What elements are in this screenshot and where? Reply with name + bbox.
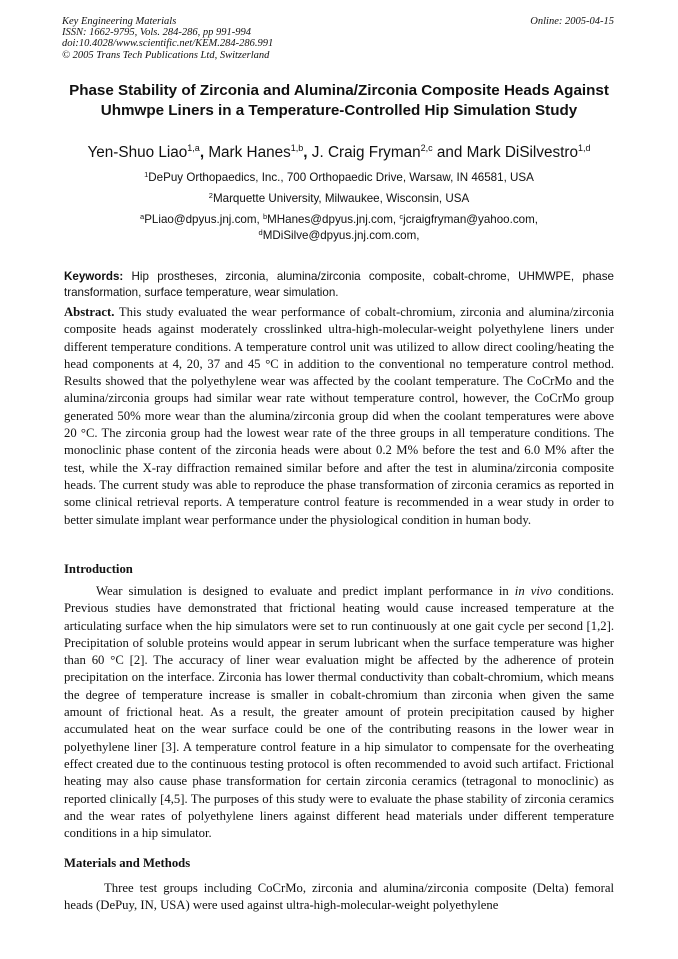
email-sup: d [258,228,263,237]
journal-header [62,16,273,61]
author-name: Yen-Shuo Liao [87,144,188,161]
author-sep: and [432,144,463,161]
online-date: Online: 2005-04-15 [530,16,614,27]
copyright-line: © 2005 Trans Tech Publications Ltd, Switzerland [62,49,270,61]
methods-paragraph: Three test groups including CoCrMo, zirconia and alumina/zirconia composite (Delta) femoral heads (DePuy, IN, USA) were used against ultra-high-molecular-weight polyethylene [64,881,614,913]
email-line-1 [40,212,638,227]
email-link[interactable]: MHanes@dpyus.jnj.com, [267,213,400,226]
email-sup: a [140,212,145,221]
methods-heading: Materials and Methods [64,856,191,870]
introduction-paragraph [64,583,614,842]
author-sep: , [303,144,308,161]
keywords-text: Hip prostheses, zirconia, alumina/zirconia composite, cobalt-chrome, UHMWPE, phase transformation, surface temperature, wear simulation. [64,270,614,299]
author-sep: , [199,144,205,161]
affiliation-text: DePuy Orthopaedics, Inc., 700 Orthopaedic Drive, Warsaw, IN 46581, USA [148,171,534,184]
author-name: J. Craig Fryman [311,144,421,161]
author-name: Mark DiSilvestro [466,144,578,161]
introduction-body [64,583,614,842]
author-sup: 2,c [420,143,433,153]
email-sup: c [399,212,404,221]
doi-line: doi:10.4028/www.scientific.net/KEM.284-286.991 [62,38,274,50]
keywords-label: Keywords: [64,270,124,283]
issn-line: ISSN: 1662-9795, Vols. 284-286, pp 991-994 [62,27,251,39]
email-line-2 [40,228,638,243]
introduction-heading: Introduction [64,562,133,576]
author-sup: 1,b [290,143,304,153]
author-name: Mark Hanes [208,144,291,161]
abstract [64,304,614,529]
intro-text-2: conditions. Previous studies have demonstrated that frictional heating would cause increased temperature at the articulating surface when the hip simulators were set to run continuously at one gait cycle per second [1,2]. Precipitation of soluble proteins would appear in serum lubricant when the surface temperature was higher than 60 °C [2]. The accuracy of liner wear evaluation might be affected by the adherence of protein precipitation on the interface. Zirconia has lower thermal conductivity than cobalt-chromium, which means the degree of temperature increase is smaller in cobalt-chromium than zirconia when given the same amount of frictional heat. As a result, the greater amount of protein precipitation caused by higher accumulated heat on the wear surface could be one of the contributing reasons in the lower wear in polyethylene liner [3]. A temperature control feature in a hip simulator to compensate for the overheating effect created due to the continuous testing protocol is often recommended to avoid such artifact. Frictional heating may also cause phase transformation for certain zirconia ceramics (tetragonal to monoclinic) as reported clinically [4,5]. The purposes of this study were to evaluate the phase stability of zirconia ceramics and the wear rates of polyethylene liners against different head materials under different temperature conditions in a hip simulator. [64,584,614,841]
paper-title: Phase Stability of Zirconia and Alumina/Zirconia Composite Heads Against Uhmwpe Liners in a Temperature-Controlled Hip Simulation Study [69,82,609,119]
methods-body [64,880,614,915]
affiliation-text: Marquette University, Milwaukee, Wisconsin, USA [212,192,470,205]
email-link[interactable]: jcraigfryman@yahoo.com, [403,213,538,226]
keywords [64,269,614,300]
intro-italic: in vivo [514,584,552,598]
author-sup: 1,a [187,143,200,153]
abstract-label: Abstract. [64,305,115,319]
affiliation-sup: 2 [208,191,213,200]
email-link[interactable]: PLiao@dpyus.jnj.com, [144,213,263,226]
affiliation-1 [40,170,638,185]
affiliation-sup: 1 [144,170,149,179]
email-link[interactable]: MDiSilve@dpyus.jnj.com.com, [262,229,420,242]
abstract-text: This study evaluated the wear performance of cobalt-chromium, zirconia and alumina/zirconia composite heads against moderately crosslinked ultra-high-molecular-weight polyethylene liners under different temperature conditions. A temperature control unit was utilized to allow direct cooling/heating the head components at 4, 20, 37 and 45 °C in addition to the conventional no temperature control method. Results showed that the polyethylene wear was affected by the coolant temperature. The CoCrMo and the alumina/zirconia groups had similar wear rate without temperature control, however, the CoCrMo group generated 50% more wear than the alumina/zirconia group did when the coolant temperatures were above 20 °C. The zirconia group had the lowest wear rate of the three groups in all temperature conditions. The monoclinic phase content of the zirconia heads were about 0.2 M% before the test and 6.0 M% after the test, while the X-ray diffraction remained similar before and after the test in alumina/zirconia composite heads. The current study was able to reproduce the phase transformation of zirconia ceramics as reported in some clinical retrieval reports. A temperature control feature is recommended in a wear study in order to better simulate implant wear performance under the physiological condition in human body. [64,305,614,527]
author-list [40,143,638,163]
author-sup: 1,d [577,143,591,153]
intro-text-1: Wear simulation is designed to evaluate and predict implant performance in [96,584,515,598]
email-sup: b [262,212,268,221]
affiliation-2 [40,191,638,206]
journal-name: Key Engineering Materials [62,16,177,27]
